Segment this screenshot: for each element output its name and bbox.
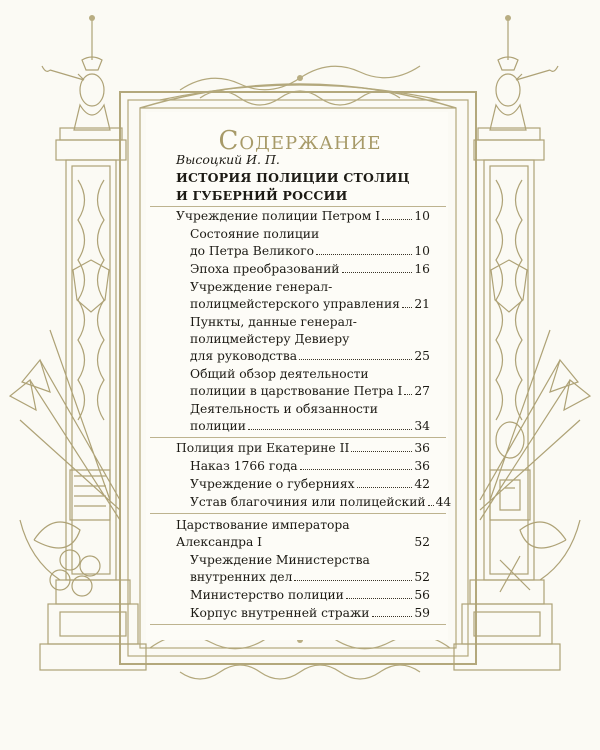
toc-entry-line: Деятельность и обязанности [190, 402, 378, 416]
toc-entry[interactable] [176, 440, 430, 456]
dot-leader [402, 307, 412, 308]
toc-entry-page: 25 [414, 349, 430, 363]
toc-entry[interactable] [190, 605, 430, 621]
toc-entry-title: Наказ 1766 года [190, 459, 298, 473]
book-title-line-2: И ГУБЕРНИЙ РОССИИ [176, 188, 348, 203]
toc-entry-page: 36 [414, 459, 430, 473]
toc-entry-title: Полиция при Екатерине II [176, 441, 350, 455]
dot-leader [351, 451, 412, 452]
toc-entry-title: внутренних дел [190, 570, 293, 584]
toc-entry-line: Царствование императора [176, 518, 350, 532]
toc-entry[interactable] [176, 208, 430, 224]
toc-entry-title: для руководства [190, 349, 298, 363]
contents-heading: Содержание [218, 126, 382, 156]
toc-entry[interactable] [190, 383, 430, 399]
book-title-line-1: ИСТОРИЯ ПОЛИЦИИ СТОЛИЦ [176, 170, 410, 185]
toc-entry[interactable] [190, 296, 430, 312]
dot-leader [342, 272, 413, 273]
toc-entry[interactable] [190, 587, 430, 603]
dot-leader [428, 505, 434, 506]
toc-entry[interactable] [190, 418, 430, 434]
toc-entry-title: Министерство полиции [190, 588, 344, 602]
toc-entry-page: 34 [414, 419, 430, 433]
toc-entry-title: Устав благочиния или полицейский [190, 495, 426, 509]
toc-entry-title: Учреждение полиции Петром I [176, 209, 381, 223]
dot-leader [248, 429, 412, 430]
toc-entry-title: до Петра Великого [190, 244, 315, 258]
toc-entry-title: Корпус внутренней стражи [190, 606, 370, 620]
toc-entry-page: 10 [414, 244, 430, 258]
toc-entry[interactable] [190, 348, 430, 364]
toc-entry-page: 44 [435, 495, 452, 509]
toc-entry-page: 27 [414, 384, 430, 398]
toc-entry-line: Пункты, данные генерал- [190, 315, 357, 329]
toc-entry-page: 56 [414, 588, 430, 602]
toc-entry-line: Общий обзор деятельности [190, 367, 369, 381]
toc-entry[interactable] [190, 243, 430, 259]
toc-entry-title: Александра I [176, 535, 263, 549]
toc-entry-title: Эпоха преобразований [190, 262, 340, 276]
book-title [176, 169, 410, 205]
toc-entry-page: 52 [414, 570, 430, 584]
divider [150, 437, 446, 438]
toc-entry-title: полицмейстерского управления [190, 297, 400, 311]
toc-entry-page: 36 [414, 441, 430, 455]
toc-entry-page: 52 [414, 535, 430, 549]
dot-leader [357, 487, 413, 488]
toc-entry-line: полицмейстеру Девиеру [190, 332, 350, 346]
toc-entry-line: Состояние полиции [190, 227, 320, 241]
toc-entry-page: 10 [414, 209, 430, 223]
toc-entry-line: Учреждение генерал- [190, 280, 333, 294]
dot-leader [372, 616, 413, 617]
divider [150, 513, 446, 514]
divider [150, 206, 446, 207]
divider [150, 624, 446, 625]
toc-entry-page: 16 [414, 262, 430, 276]
dot-leader [294, 580, 412, 581]
toc-entry[interactable] [190, 261, 430, 277]
toc-entry-page: 21 [414, 297, 430, 311]
toc-entry-title: полиции [190, 419, 246, 433]
toc-entry[interactable] [190, 476, 430, 492]
toc-entry-line: Учреждение Министерства [190, 553, 370, 567]
dot-leader [299, 359, 412, 360]
dot-leader [346, 598, 412, 599]
toc-entry-title: Учреждение о губерниях [190, 477, 355, 491]
toc-entry[interactable] [190, 458, 430, 474]
toc-entry-page: 59 [414, 606, 430, 620]
toc-entry-title: полиции в царствование Петра I [190, 384, 403, 398]
dot-leader [382, 219, 412, 220]
author-name: Высоцкий И. П. [176, 152, 280, 167]
toc-entry-page: 42 [414, 477, 430, 491]
dot-leader [316, 254, 412, 255]
toc-entry[interactable] [190, 494, 452, 510]
dot-leader [300, 469, 413, 470]
toc-entry[interactable] [190, 569, 430, 585]
toc-entry[interactable] [176, 534, 430, 550]
dot-leader [404, 394, 412, 395]
